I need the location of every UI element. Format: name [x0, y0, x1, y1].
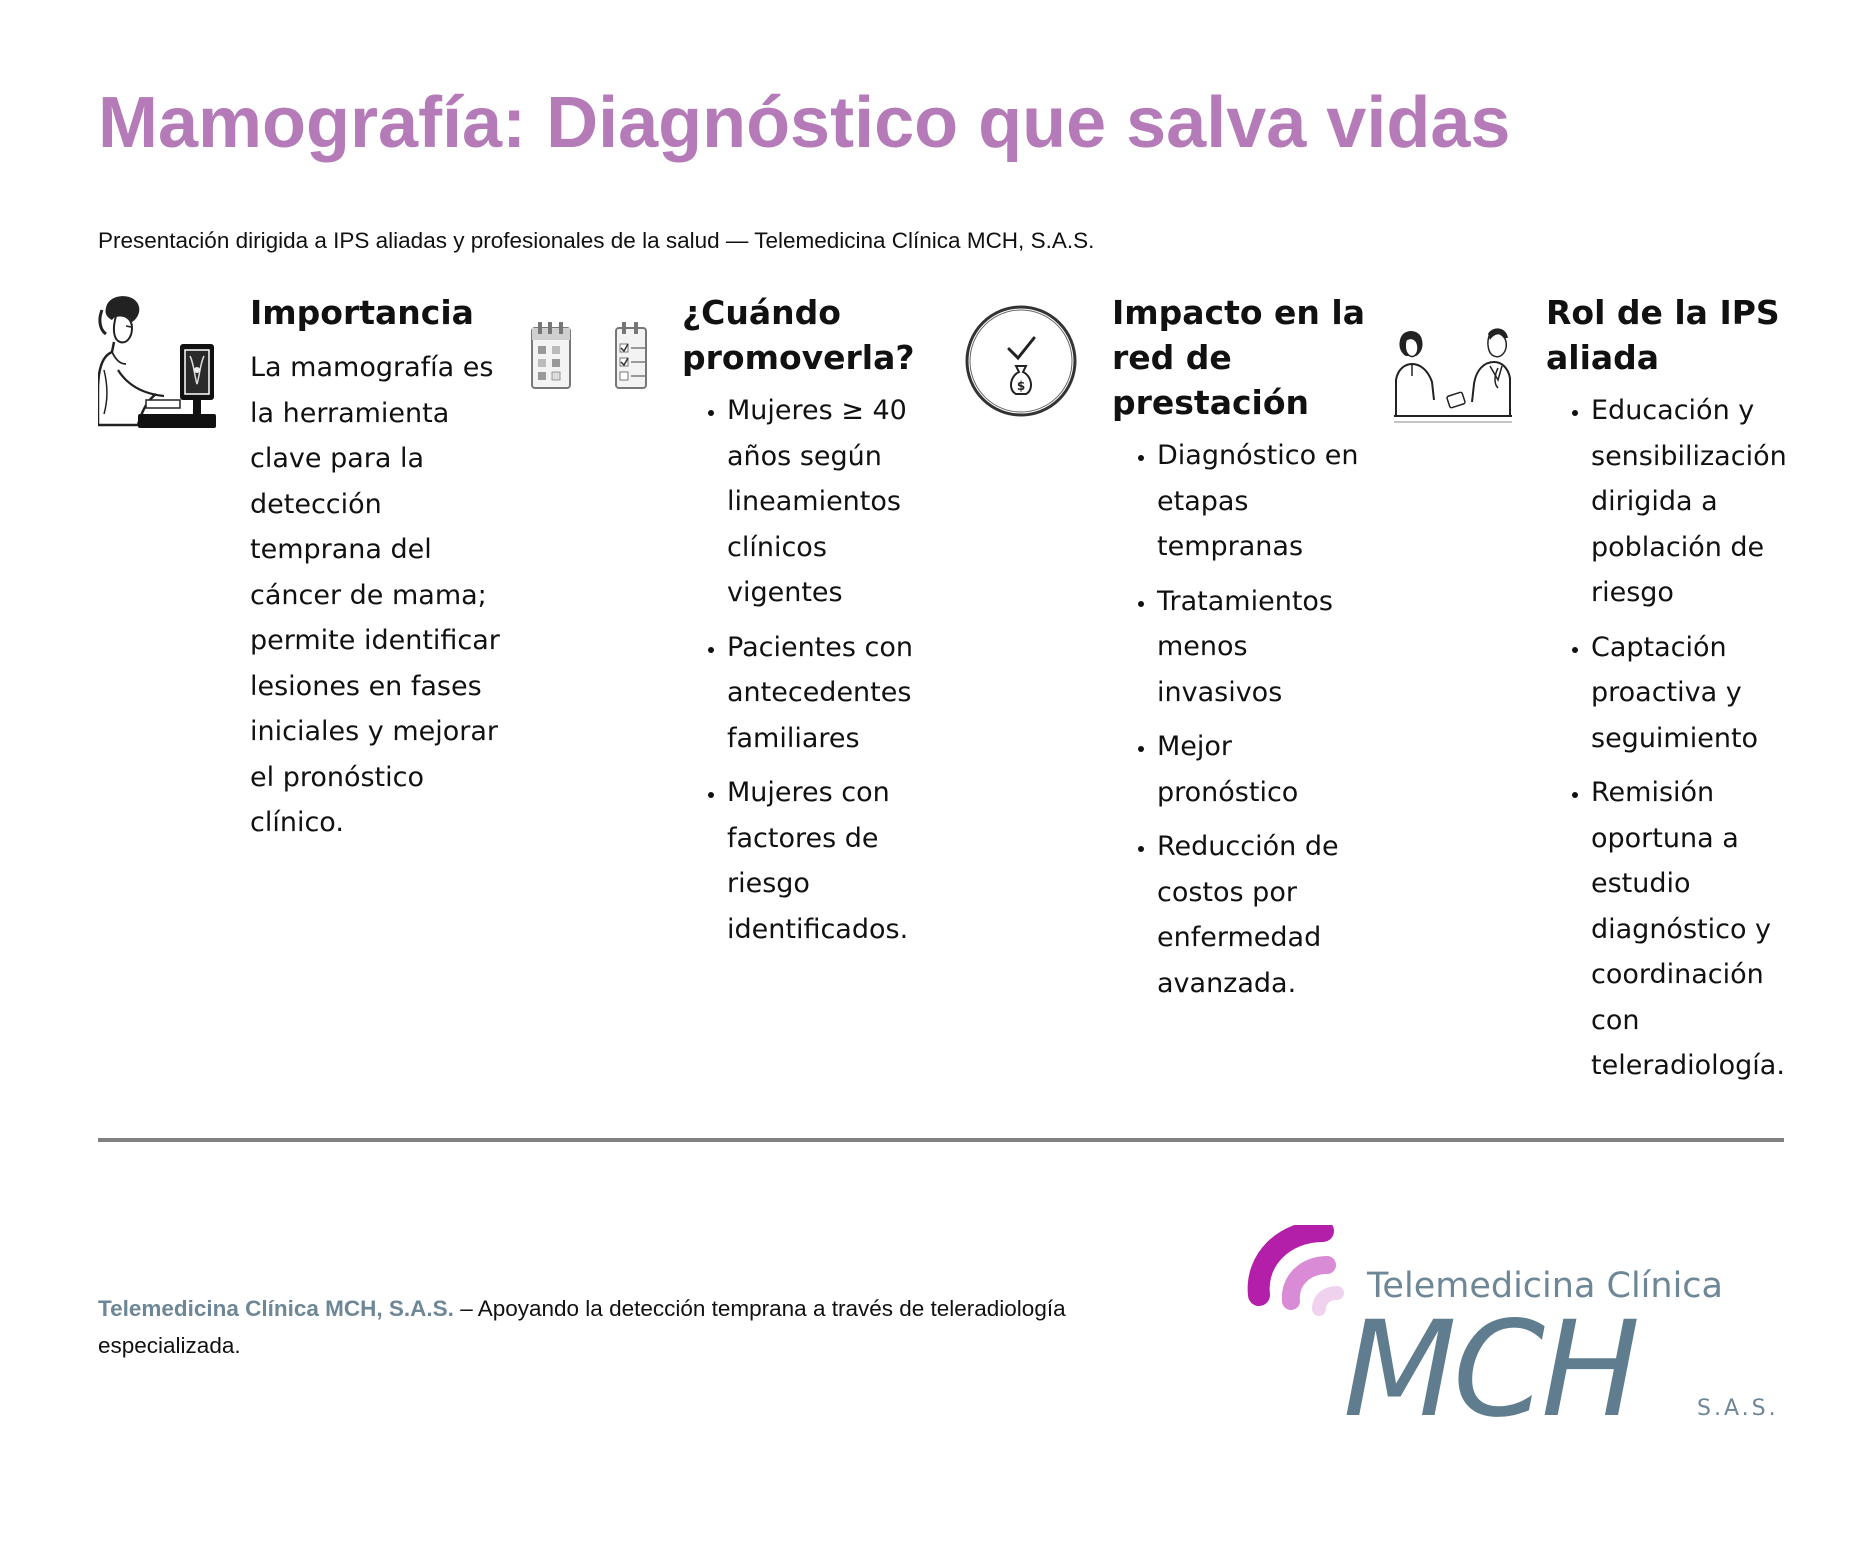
list-item: • Mejor pronóstico	[1157, 724, 1372, 815]
bullet-list	[682, 388, 922, 952]
page-title: Mamografía: Diagnóstico que salva vidas	[98, 83, 1511, 163]
footer-brand: Telemedicina Clínica MCH, S.A.S.	[98, 1296, 454, 1321]
list-item: • Reducción de costos por enfermedad avanzada.	[1157, 824, 1372, 1006]
column-heading: Impacto en la red de prestación	[1112, 293, 1365, 422]
footer-text	[98, 1290, 1178, 1364]
list-item: • Pacientes con antecedentes familiares	[727, 625, 922, 762]
list-item: • Mujeres ≥ 40 años según lineamientos clínicos vigentes	[727, 388, 922, 616]
doctor-patient-consultation-icon	[1394, 326, 1512, 431]
logo-line3: S.A.S.	[1697, 1396, 1779, 1421]
list-item: • Mujeres con factores de riesgo identificados.	[727, 770, 922, 952]
calendar-checklist-icon	[530, 320, 648, 405]
logo-line2: MCH	[1343, 1293, 1637, 1425]
bullet-list	[1546, 388, 1806, 1089]
column-body: La mamografía es la herramienta clave para la detección temprana del cáncer de mama; permite identificar lesiones en fases iniciales y mejorar el pronóstico clínico.	[250, 352, 500, 838]
column-heading: ¿Cuándo promoverla?	[682, 293, 915, 377]
column-heading: Rol de la IPS aliada	[1546, 293, 1780, 377]
doctor-at-mammography-monitor-icon	[98, 290, 216, 435]
logo-line1: Telemedicina Clínica	[1367, 1266, 1723, 1306]
list-item: • Tratamientos menos invasivos	[1157, 579, 1372, 716]
svg-text:$: $	[1016, 379, 1026, 393]
section-divider	[98, 1138, 1784, 1142]
page-subtitle: Presentación dirigida a IPS aliadas y profesionales de la salud — Telemedicina Clínica MCH, S.A.S.	[98, 228, 1095, 253]
company-logo	[1245, 1225, 1785, 1430]
list-item: • Remisión oportuna a estudio diagnóstico y coordinación con teleradiología.	[1591, 770, 1806, 1089]
bullet-list	[1112, 433, 1372, 1006]
column-heading: Importancia	[250, 293, 474, 332]
checkmark-money-bag-icon	[962, 302, 1080, 425]
list-item: • Educación y sensibilización dirigida a población de riesgo	[1591, 388, 1806, 616]
list-item: • Diagnóstico en etapas tempranas	[1157, 433, 1372, 570]
list-item: • Captación proactiva y seguimiento	[1591, 625, 1806, 762]
footer-tagline: – Apoyando la detección temprana a través de teleradiología especializada.	[98, 1296, 1066, 1358]
